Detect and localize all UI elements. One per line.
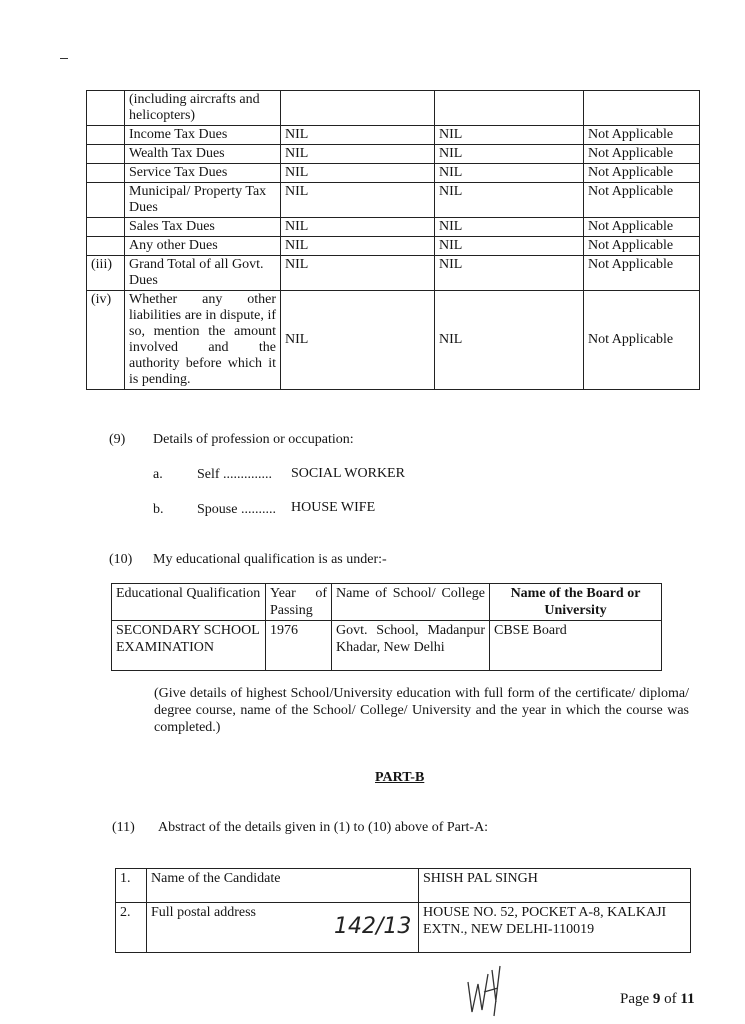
- row-item: Any other Dues: [125, 237, 281, 256]
- row-self: NIL: [281, 218, 435, 237]
- row-dependents: Not Applicable: [584, 291, 700, 390]
- row-dependents: Not Applicable: [584, 145, 700, 164]
- abstract-row-value: SHISH PAL SINGH: [419, 869, 691, 903]
- section-9-number: (9): [109, 432, 126, 447]
- row-number: [87, 183, 125, 218]
- dues-table: [86, 90, 700, 390]
- header-board: Name of the Board or University: [490, 584, 662, 621]
- dues-row: [87, 218, 700, 237]
- spouse-value: HOUSE WIFE: [291, 500, 376, 515]
- section-11-heading: Abstract of the details given in (1) to (10) above of Part-A:: [158, 820, 489, 835]
- header-qualification: Educational Qualification: [112, 584, 266, 621]
- abstract-table: [115, 868, 691, 953]
- abstract-row-label: Name of the Candidate: [147, 869, 419, 903]
- row-dependents: Not Applicable: [584, 164, 700, 183]
- row-spouse: NIL: [435, 291, 584, 390]
- row-spouse: NIL: [435, 145, 584, 164]
- row-number: [87, 126, 125, 145]
- section-10-number: (10): [109, 552, 133, 567]
- row-number: (iii): [87, 256, 125, 291]
- abstract-row-number: 1.: [116, 869, 147, 903]
- page-of: of: [660, 991, 681, 1007]
- section-11-number: (11): [112, 820, 135, 835]
- row-item: Whether any other liabilities are in dispute, if so, mention the amount involved and the authority before which it is pending.: [125, 291, 281, 390]
- row-self: NIL: [281, 237, 435, 256]
- row-dependents: Not Applicable: [584, 218, 700, 237]
- row-number: [87, 218, 125, 237]
- row-item: Income Tax Dues: [125, 126, 281, 145]
- education-note: (Give details of highest School/University education with full form of the certificate/ diploma/ degree course, name of the School/ College/ University and the year in which the course was completed.): [154, 686, 689, 735]
- row-dependents: [584, 91, 700, 126]
- page-current: 9: [652, 991, 661, 1007]
- row-spouse: NIL: [435, 164, 584, 183]
- abstract-row: [116, 869, 691, 903]
- self-letter: a.: [153, 467, 163, 482]
- row-item: Sales Tax Dues: [125, 218, 281, 237]
- abstract-row-number: 2.: [116, 903, 147, 953]
- handwritten-number: 142/13: [334, 914, 412, 939]
- row-number: [87, 237, 125, 256]
- row-dependents: Not Applicable: [584, 256, 700, 291]
- row-self: NIL: [281, 256, 435, 291]
- education-year: 1976: [266, 621, 332, 671]
- row-number: [87, 145, 125, 164]
- page-prefix: Page: [620, 991, 653, 1007]
- row-self: NIL: [281, 164, 435, 183]
- dues-row: [87, 291, 700, 390]
- row-number: [87, 164, 125, 183]
- education-board: CBSE Board: [490, 621, 662, 671]
- row-spouse: NIL: [435, 256, 584, 291]
- dues-row: [87, 145, 700, 164]
- row-item: Wealth Tax Dues: [125, 145, 281, 164]
- scan-mark: [60, 58, 68, 59]
- row-dependents: Not Applicable: [584, 183, 700, 218]
- education-header-row: [112, 584, 662, 621]
- row-self: NIL: [281, 145, 435, 164]
- row-self: NIL: [281, 183, 435, 218]
- row-spouse: NIL: [435, 218, 584, 237]
- row-self: NIL: [281, 291, 435, 390]
- header-school: Name of School/ College: [332, 584, 490, 621]
- dues-row: [87, 237, 700, 256]
- header-year: Year of Passing: [266, 584, 332, 621]
- abstract-row-label: Full postal address: [147, 903, 419, 953]
- self-label: Self ..............: [197, 467, 273, 482]
- signature: [462, 962, 510, 1020]
- spouse-label: Spouse ..........: [197, 502, 276, 517]
- dues-row: [87, 183, 700, 218]
- row-spouse: [435, 91, 584, 126]
- row-dependents: Not Applicable: [584, 237, 700, 256]
- self-value: SOCIAL WORKER: [291, 466, 405, 481]
- education-table: [111, 583, 662, 671]
- section-9-heading: Details of profession or occupation:: [153, 432, 354, 447]
- education-school: Govt. School, Madanpur Khadar, New Delhi: [332, 621, 490, 671]
- row-self: [281, 91, 435, 126]
- spouse-letter: b.: [153, 502, 164, 517]
- dues-row: [87, 91, 700, 126]
- page-total: 11: [680, 991, 695, 1007]
- row-number: (iv): [87, 291, 125, 390]
- row-spouse: NIL: [435, 237, 584, 256]
- dues-row: [87, 126, 700, 145]
- education-row: [112, 621, 662, 671]
- row-dependents: Not Applicable: [584, 126, 700, 145]
- row-item: (including aircrafts and helicopters): [125, 91, 281, 126]
- dues-row: [87, 256, 700, 291]
- abstract-row-value: HOUSE NO. 52, POCKET A-8, KALKAJI EXTN., NEW DELHI-110019: [419, 903, 691, 953]
- row-spouse: NIL: [435, 126, 584, 145]
- row-item: Service Tax Dues: [125, 164, 281, 183]
- dues-row: [87, 164, 700, 183]
- row-item: Municipal/ Property Tax Dues: [125, 183, 281, 218]
- education-qualification: SECONDARY SCHOOL EXAMINATION: [112, 621, 266, 671]
- page-number: [620, 991, 695, 1008]
- row-number: [87, 91, 125, 126]
- section-10-heading: My educational qualification is as under:-: [153, 552, 387, 567]
- row-self: NIL: [281, 126, 435, 145]
- row-item: Grand Total of all Govt. Dues: [125, 256, 281, 291]
- row-spouse: NIL: [435, 183, 584, 218]
- part-b-title: PART-B: [375, 770, 425, 785]
